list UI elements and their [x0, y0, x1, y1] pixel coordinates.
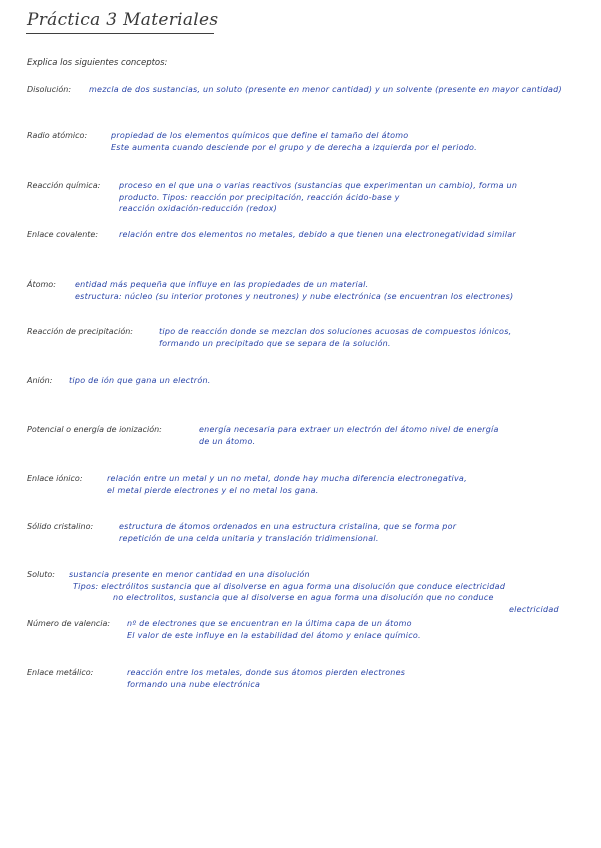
page-title: Práctica 3 Materiales — [27, 10, 219, 30]
definition-line: relación entre un metal y un no metal, donde hay mucha diferencia electronegativa, — [107, 474, 467, 483]
term-label: Soluto: — [27, 570, 55, 579]
definition — [69, 375, 211, 387]
title-underline — [26, 33, 214, 34]
term-label: Enlace metálico: — [27, 668, 94, 677]
term-label: Sólido cristalino: — [27, 522, 94, 531]
definition-line: energía necesaria para extraer un electrón del átomo nivel de energía — [199, 425, 499, 434]
definition-line: el metal pierde electrones y el no metal los gana. — [107, 485, 319, 495]
definition — [199, 424, 499, 447]
definition-line: de un átomo. — [199, 436, 256, 446]
definition-line: reacción oxidación-reducción (redox) — [119, 204, 277, 213]
term-label: Reacción química: — [27, 181, 101, 190]
definition-line: mezcla de dos sustancias, un soluto (presente en menor cantidad) y un solvente (presente en mayor cantidad) — [89, 85, 562, 94]
definition — [119, 180, 517, 215]
definition — [127, 667, 405, 690]
definition-line: Tipos: electrólitos sustancia que al disolverse en agua forma una disolución que conduce electricidad — [73, 581, 506, 591]
definition-line: formando una nube electrónica — [127, 679, 261, 689]
term-label: Enlace iónico: — [27, 474, 83, 483]
term-label: Disolución: — [27, 85, 72, 94]
definition-line: propiedad de los elementos químicos que define el tamaño del átomo — [111, 131, 409, 140]
definition-line: tipo de ión que gana un electrón. — [69, 376, 211, 385]
definition-line: electricidad — [509, 604, 559, 614]
term-label: Reacción de precipitación: — [27, 327, 133, 336]
definition-line: formando un precipitado que se separa de la solución. — [159, 338, 391, 348]
term-label: Número de valencia: — [27, 619, 111, 628]
definition-line: reacción entre los metales, donde sus átomos pierden electrones — [127, 668, 406, 677]
definition-line: no electrolitos, sustancia que al disolverse en agua forma una disolución que no conduce — [113, 593, 494, 602]
term-label: Potencial o energía de ionización: — [27, 425, 162, 434]
definition — [89, 84, 589, 96]
definition-line: repetición de una celda unitaria y translación tridimensional. — [119, 533, 379, 543]
definition-line: estructura de átomos ordenados en una estructura cristalina, que se forma por — [119, 522, 457, 531]
definition-line: producto. Tipos: reacción por precipitación, reacción ácido-base y — [119, 192, 400, 202]
definition-line: relación entre dos elementos no metales, debido a que tienen una electronegatividad similar — [119, 230, 516, 239]
definition — [127, 618, 421, 641]
definition — [107, 473, 467, 496]
definition — [69, 569, 559, 615]
term-label: Anión: — [27, 376, 53, 385]
definition-line: sustancia presente en menor cantidad en una disolución — [69, 570, 310, 579]
definition — [159, 326, 511, 349]
definition-line: tipo de reacción donde se mezclan dos soluciones acuosas de compuestos iónicos, — [159, 327, 512, 336]
term-label: Enlace covalente: — [27, 230, 99, 239]
definition-line: El valor de este influye en la estabilidad del átomo y enlace químico. — [127, 630, 421, 640]
term-label: Radio atómico: — [27, 131, 88, 140]
definition-line: Este aumenta cuando desciende por el grupo y de derecha a izquierda por el periodo. — [111, 142, 477, 152]
definition-line: entidad más pequeña que influye en las propiedades de un material. — [75, 280, 369, 289]
intro-text: Explica los siguientes conceptos: — [27, 58, 168, 68]
definition — [75, 279, 513, 302]
definition-line: nº de electrones que se encuentran en la última capa de un átomo — [127, 619, 412, 628]
definition — [119, 521, 456, 544]
definition — [119, 229, 516, 241]
term-label: Átomo: — [27, 280, 56, 289]
definition-line: proceso en el que una o varias reactivos (sustancias que experimentan un cambio), forma un — [119, 181, 518, 190]
definition — [111, 130, 477, 153]
definition-line: estructura: núcleo (su interior protones y neutrones) y nube electrónica (se encuentran los electrones) — [75, 291, 514, 301]
